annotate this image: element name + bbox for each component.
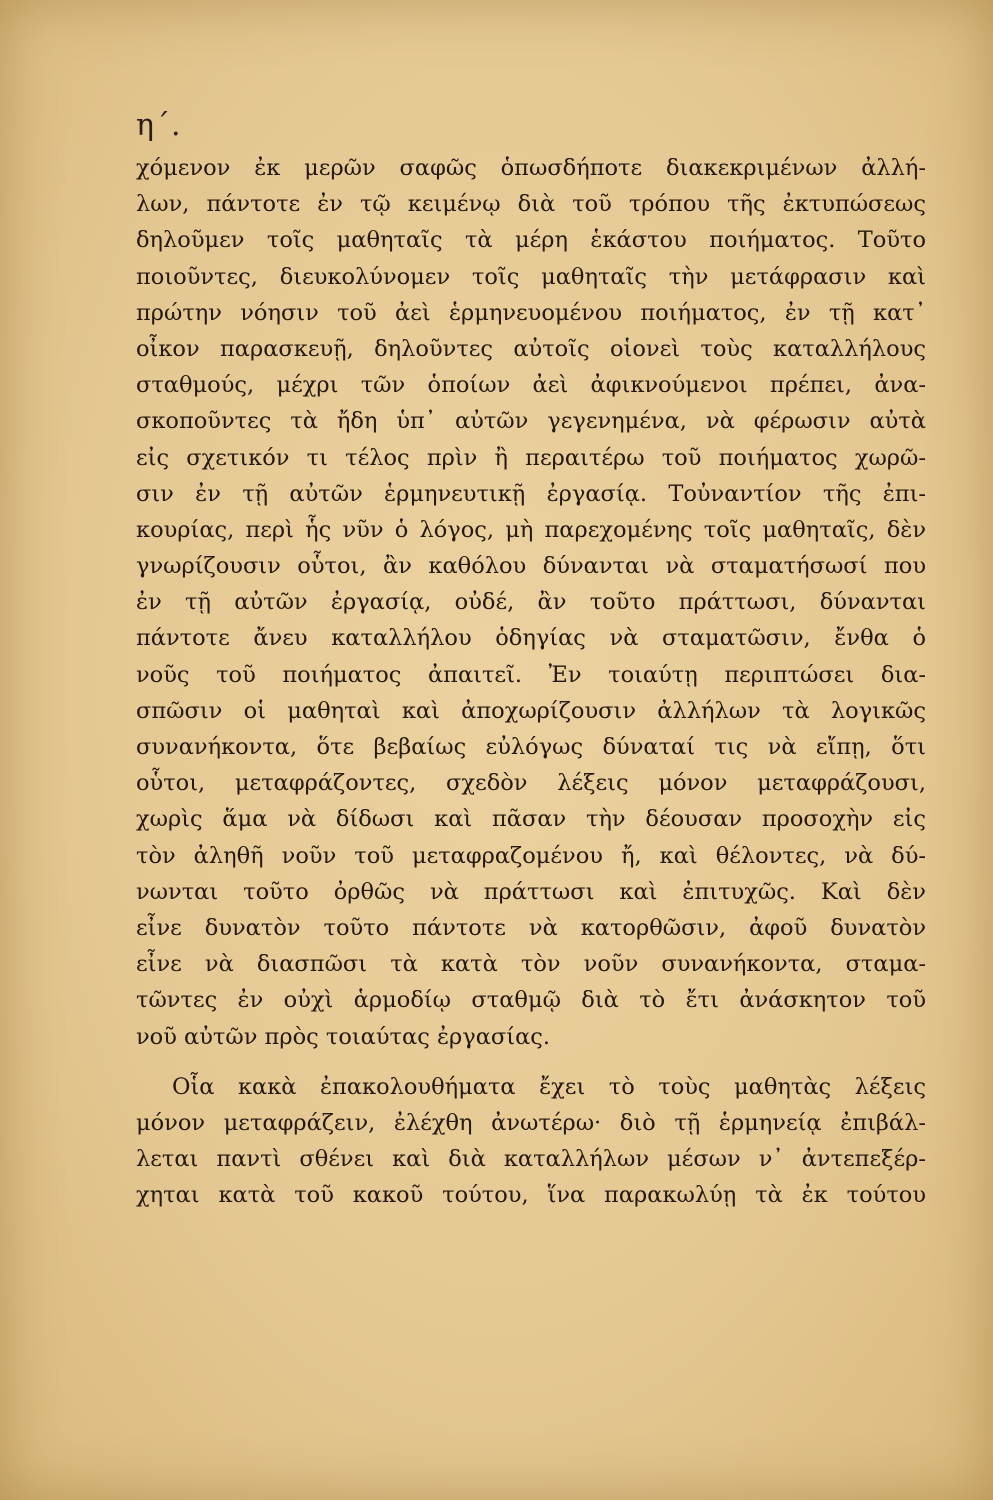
text-line: χόμενον ἐκ μερῶν σαφῶς ὁπωσδήποτε διακεκριμένων ἀλλή- xyxy=(136,155,926,181)
text-line: πρώτην νόησιν τοῦ ἀεὶ ἑρμηνευομένου ποιήματος, ἐν τῇ κατ᾽ xyxy=(136,299,926,326)
text-line: εἶνε νὰ διασπῶσι τὰ κατὰ τὸν νοῦν συνανήκοντα, σταμα- xyxy=(136,951,926,978)
text-line: λων, πάντοτε ἐν τῷ κειμένῳ διὰ τοῦ τρόπου τῆς ἐκτυπώσεως xyxy=(136,191,926,218)
page-number: η΄. xyxy=(136,108,182,143)
text-line: σιν ἐν τῇ αὐτῶν ἑρμηνευτικῇ ἐργασίᾳ. Τοὐναντίον τῆς ἐπι- xyxy=(136,480,926,507)
text-line: χωρὶς ἅμα νὰ δίδωσι καὶ πᾶσαν τὴν δέουσαν προσοχὴν εἰς xyxy=(136,806,926,833)
text-line: εἰς σχετικόν τι τέλος πρὶν ἢ περαιτέρω τοῦ ποιήματος χωρῶ- xyxy=(136,444,926,471)
text-line: νωνται τοῦτο ὀρθῶς νὰ πράττωσι καὶ ἐπιτυχῶς. Καὶ δὲν xyxy=(136,878,926,905)
text-line: λεται παντὶ σθένει καὶ διὰ καταλλήλων μέσων ν᾽ ἀντεπεξέρ- xyxy=(136,1146,926,1173)
text-line: σπῶσιν οἱ μαθηταὶ καὶ ἀποχωρίζουσιν ἀλλήλων τὰ λογικῶς xyxy=(136,697,926,724)
paragraph-2 xyxy=(136,1069,926,1214)
text-line: σταθμούς, μέχρι τῶν ὁποίων ἀεὶ ἀφικνούμενοι πρέπει, ἀνα- xyxy=(136,372,926,399)
paragraph-1 xyxy=(136,150,926,1055)
text-line: οὗτοι, μεταφράζοντες, σχεδὸν λέξεις μόνον μεταφράζουσι, xyxy=(136,770,926,797)
text-line: εἶνε δυνατὸν τοῦτο πάντοτε νὰ κατορθῶσιν, ἀφοῦ δυνατὸν xyxy=(136,914,926,941)
text-line: δηλοῦμεν τοῖς μαθηταῖς τὰ μέρη ἑκάστου ποιήματος. Τοῦτο xyxy=(136,227,926,254)
text-line: ποιοῦντες, διευκολύνομεν τοῖς μαθηταῖς τὴν μετάφρασιν καὶ xyxy=(136,263,926,290)
text-line: γνωρίζουσιν οὗτοι, ἂν καθόλου δύνανται νὰ σταματήσωσί που xyxy=(136,553,926,580)
text-line: μόνον μεταφράζειν, ἐλέχθη ἀνωτέρω· διὸ τῇ ἑρμηνείᾳ ἐπιβάλ- xyxy=(136,1109,926,1136)
text-line: κουρίας, περὶ ἧς νῦν ὁ λόγος, μὴ παρεχομένης τοῖς μαθηταῖς, δὲν xyxy=(136,516,926,543)
text-line: τὸν ἀληθῆ νοῦν τοῦ μεταφραζομένου ἤ, καὶ θέλοντες, νὰ δύ- xyxy=(136,842,926,869)
text-line: συνανήκοντα, ὅτε βεβαίως εὐλόγως δύναταί τις νὰ εἴπῃ, ὅτι xyxy=(136,734,926,760)
text-line: ἐν τῇ αὐτῶν ἐργασίᾳ, οὐδέ, ἂν τοῦτο πράττωσι, δύνανται xyxy=(136,589,926,616)
body-text xyxy=(136,150,926,1213)
text-line: νοῦς τοῦ ποιήματος ἀπαιτεῖ. Ἐν τοιαύτῃ περιπτώσει δια- xyxy=(136,661,926,688)
text-line: σκοποῦντες τὰ ἤδη ὑπ᾽ αὐτῶν γεγενημένα, νὰ φέρωσιν αὐτὰ xyxy=(136,408,926,435)
text-line: χηται κατὰ τοῦ κακοῦ τούτου, ἵνα παρακωλύῃ τὰ ἐκ τούτου xyxy=(136,1182,926,1209)
text-line: οἶκον παρασκευῇ, δηλοῦντες αὐτοῖς οἱονεὶ τοὺς καταλλήλους xyxy=(136,335,926,362)
text-line: πάντοτε ἄνευ καταλλήλου ὁδηγίας νὰ σταματῶσιν, ἔνθα ὁ xyxy=(136,625,926,652)
text-line: νοῦ αὐτῶν πρὸς τοιαύτας ἐργασίας. xyxy=(136,1023,551,1050)
text-line: τῶντες ἐν οὐχὶ ἁρμοδίῳ σταθμῷ διὰ τὸ ἔτι ἀνάσκητον τοῦ xyxy=(136,987,926,1014)
text-line: Οἷα κακὰ ἐπακολουθήματα ἔχει τὸ τοὺς μαθητὰς λέξεις xyxy=(172,1073,926,1100)
